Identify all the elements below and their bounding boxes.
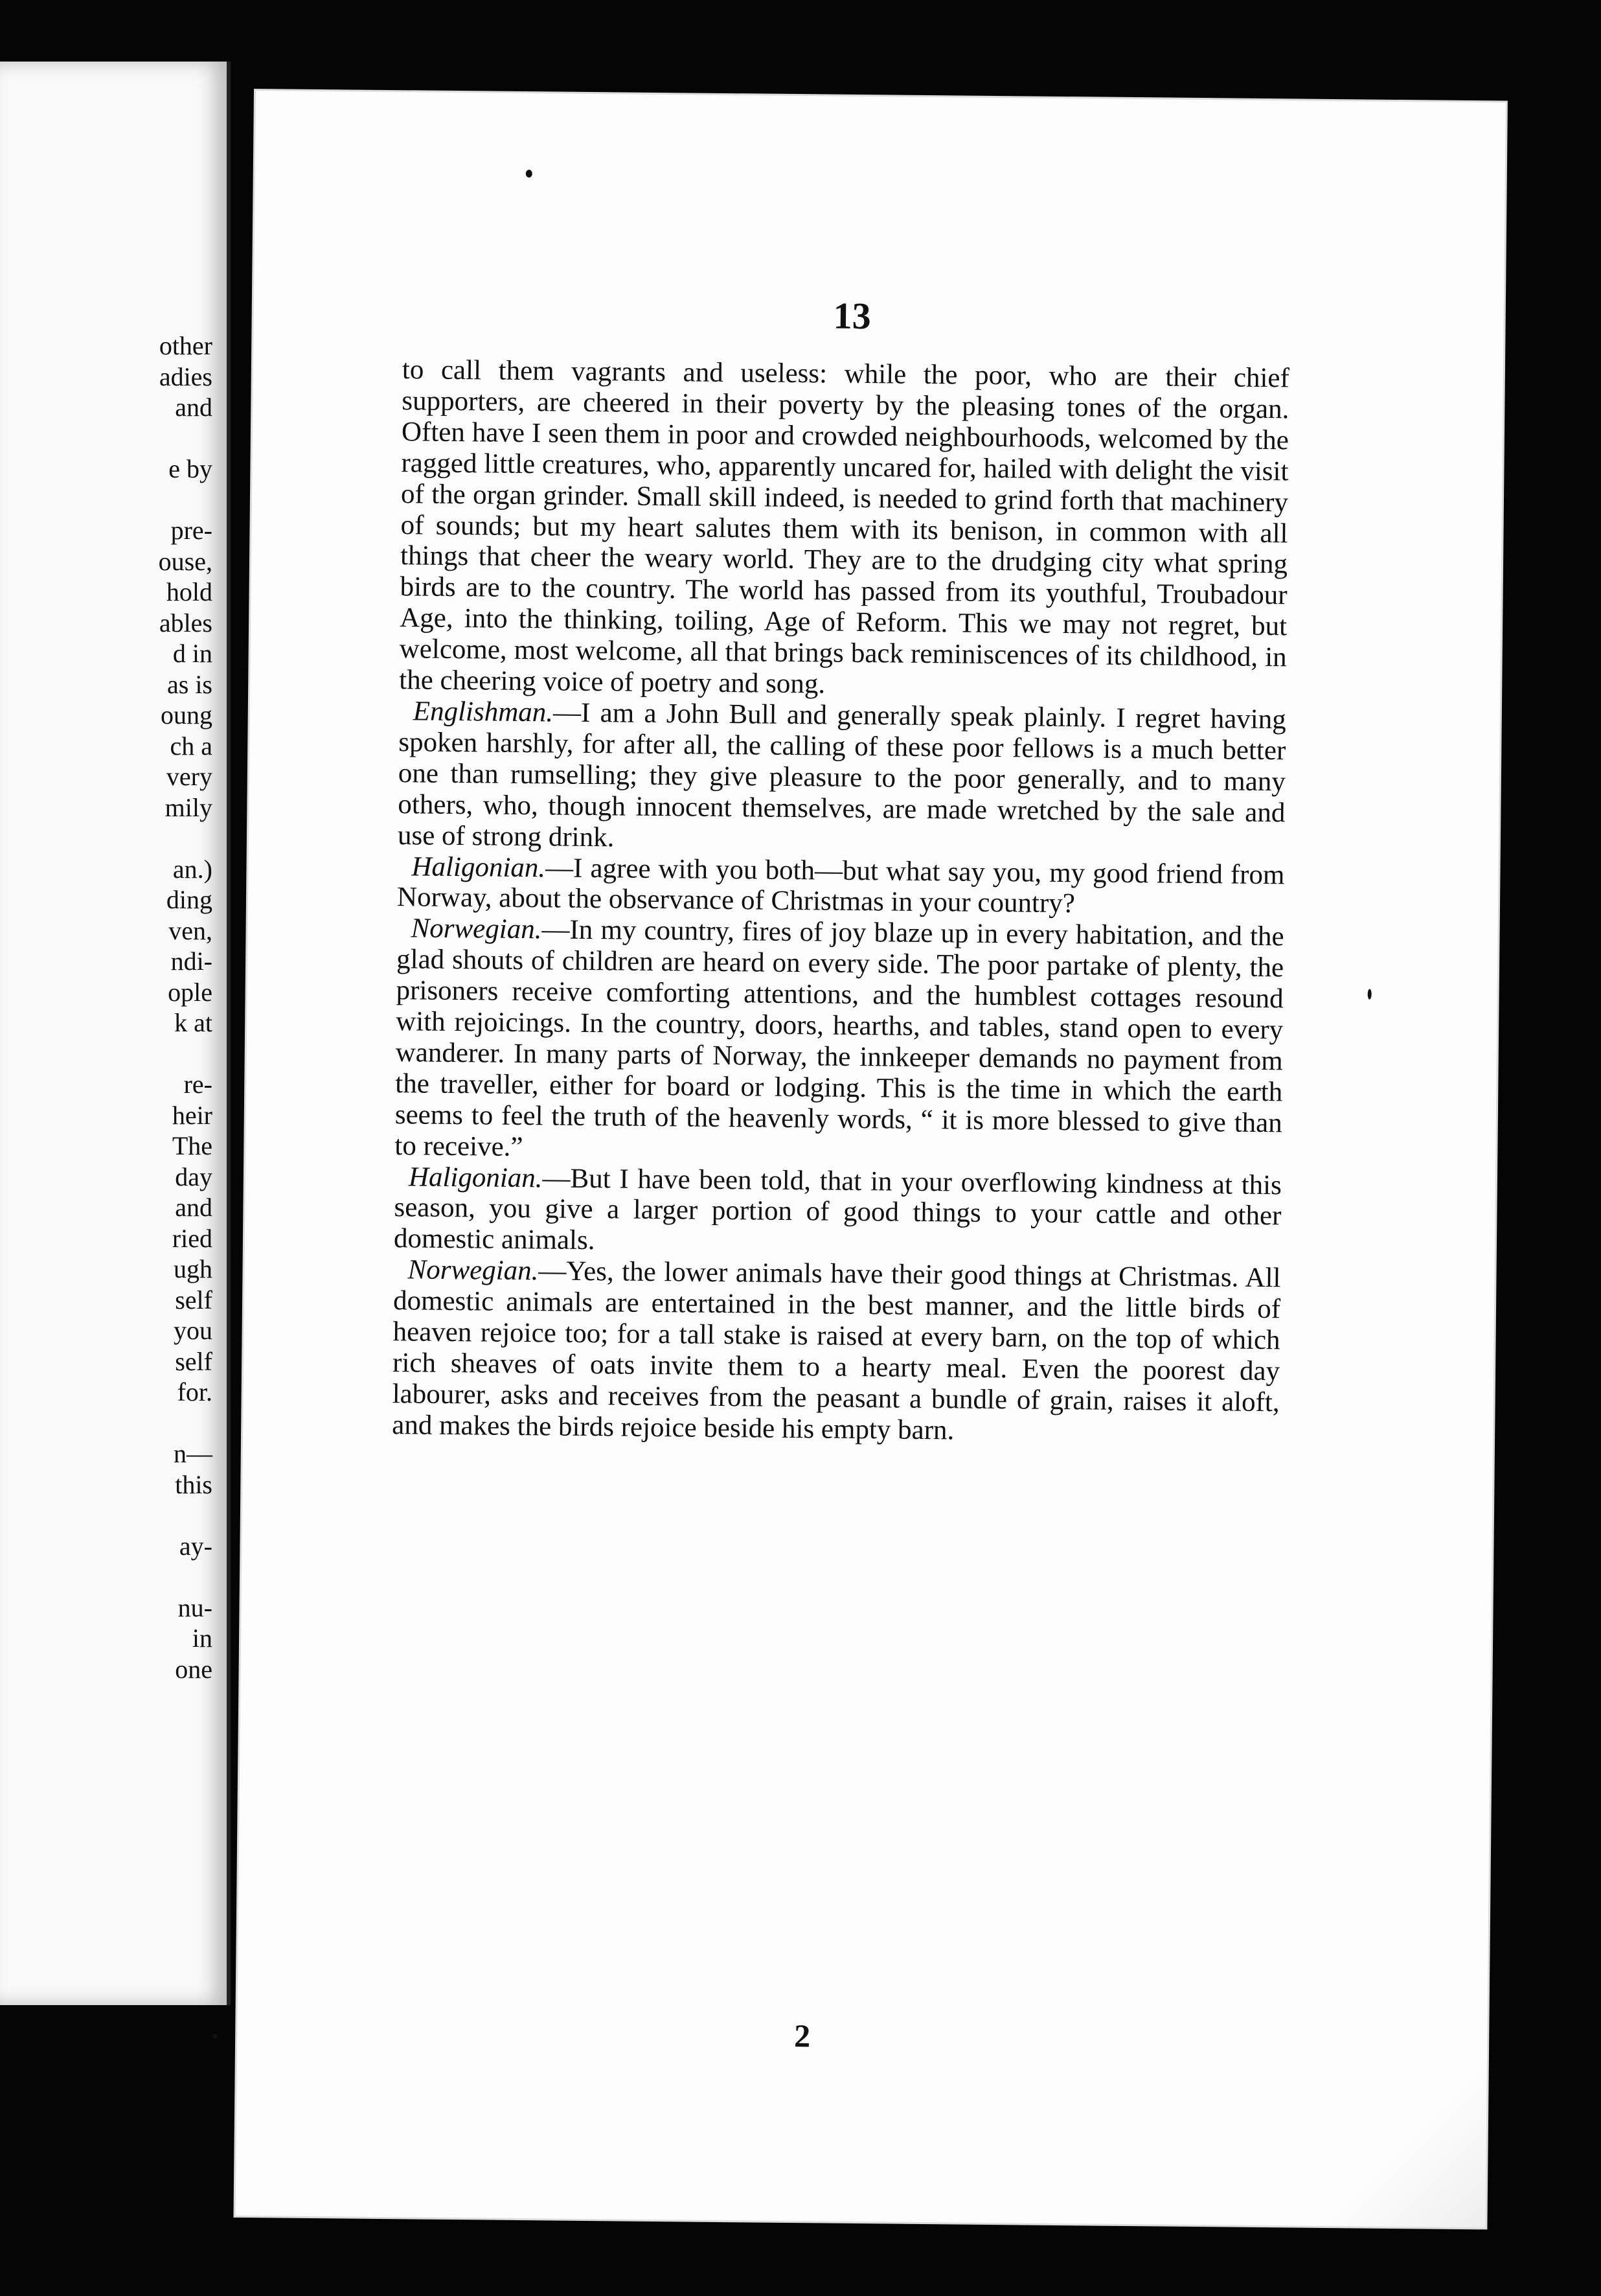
paragraph-haligonian: [394, 1162, 1282, 1263]
previous-page-fragment: an.): [172, 854, 212, 884]
speaker-name: Norwegian.: [411, 913, 542, 945]
previous-page-fragment: ables: [159, 608, 212, 637]
ink-speck: [212, 2034, 218, 2039]
previous-page-text-fragments: [159, 330, 212, 1684]
book-page: [236, 91, 1506, 2227]
signature-mark: 2: [793, 2017, 811, 2054]
ink-speck: [1368, 989, 1372, 1000]
previous-page-fragment: [159, 823, 212, 854]
page-body: [392, 354, 1289, 1449]
speaker-name: Haligonian.: [411, 851, 546, 883]
previous-page-fragment: ding: [166, 885, 212, 914]
previous-page-fragment: d in: [172, 639, 212, 668]
speaker-name: Haligonian.: [408, 1161, 543, 1193]
speaker-name: Englishman.: [413, 696, 554, 728]
speaker-name: Norwegian.: [407, 1254, 539, 1287]
previous-page-fragment: ouse,: [158, 546, 212, 576]
previous-page-fragment: e by: [168, 454, 212, 483]
previous-page-fragment: mily: [165, 792, 212, 822]
previous-page-fragment: ch a: [170, 731, 212, 761]
previous-page-fragment: you: [174, 1316, 212, 1345]
paragraph-text: —In my country, fires of joy blaze up in every habitation, and the glad shouts of children are heard on every side. The poor partake of plenty, the prisoners receive comforting attentions, and the humblest cottages resound with rejoicings. In the country, doors, hearths, and tables, stand open to every wanderer. In many parts of Norway, the innkeeper demands no payment from the traveller, either for board or lodging. This is the time in which the earth seems to feel the truth of the heavenly words, “ it is more blessed to give than to receive.”: [394, 914, 1284, 1162]
previous-page-fragment: very: [166, 762, 212, 791]
page-number: 13: [833, 294, 872, 338]
previous-page-fragment: other: [159, 331, 212, 360]
previous-page-fragment: nu-: [177, 1592, 212, 1622]
previous-page-fragment: oung: [161, 700, 212, 729]
paragraph-text: —But I have been told, that in your overflowing kindness at this season, you give a larger portion of good things to your cattle and other domestic animals.: [393, 1162, 1282, 1256]
previous-page-fragment: [159, 423, 212, 454]
previous-page-fragment: ried: [172, 1223, 212, 1253]
previous-page-fragment: [159, 1561, 212, 1592]
paragraph-text: —I am a John Bull and generally speak plainly. I regret having spoken harshly, for after all, the calling of these poor fellows is a much better one than rumselling; they give pleasure to the poor generally, and to many others, who, though innocent themselves, are made wretched by the sale and use of strong drink.: [397, 697, 1286, 853]
previous-page-fragment: [159, 1039, 212, 1070]
previous-page-edge: [0, 62, 231, 2005]
previous-page-fragment: for.: [177, 1377, 212, 1406]
previous-page-fragment: in: [192, 1624, 212, 1653]
previous-page-fragment: [159, 1408, 212, 1439]
previous-page-fragment: day: [175, 1162, 212, 1191]
previous-page-fragment: ople: [168, 977, 212, 1007]
previous-page-fragment: adies: [159, 362, 212, 391]
previous-page-fragment: n—: [174, 1439, 212, 1468]
previous-page-fragment: heir: [172, 1100, 212, 1130]
previous-page-fragment: self: [175, 1285, 212, 1314]
paragraph-text: to call them vagrants and useless: while the poor, who are their chief supporters, are cheered in their poverty by the pleasing tones of the organ. Often have I seen them in poor and crowded neighbourhoods, welcomed by the ragged little creatures, who, apparently uncared for, hailed with delight the visit of the organ grinder. Small skill indeed, is needed to grind forth that machinery of sounds; but my heart salutes them with its benison, in common with all things that cheer the weary world. They are to the drudging city what spring birds are to the country. The world has passed from its youthful, Troubadour Age, into the thinking, toiling, Age of Reform. This we may not regret, but welcome, most welcome, all that brings back reminiscences of its childhood, in the cheering voice of poetry and song.: [399, 354, 1290, 700]
ink-speck: [526, 170, 532, 178]
previous-page-fragment: hold: [166, 577, 212, 606]
previous-page-fragment: ven,: [168, 915, 212, 945]
paragraph-continuation: [399, 354, 1289, 704]
previous-page-fragment: one: [175, 1654, 212, 1684]
previous-page-fragment: ugh: [174, 1254, 212, 1283]
paragraph-text: —I agree with you both—but what say you, my good friend from Norway, about the observance of Christmas in your country?: [396, 852, 1285, 919]
previous-page-fragment: self: [175, 1346, 212, 1376]
previous-page-fragment: pre-: [170, 516, 212, 545]
previous-page-fragment: [159, 1500, 212, 1531]
paragraph-norwegian: [392, 1254, 1281, 1449]
paragraph-englishman: [398, 696, 1286, 860]
previous-page-fragment: re-: [183, 1070, 212, 1099]
paragraph-text: —Yes, the lower animals have their good things at Christmas. All domestic animals are entertained in the best manner, and the little birds of heaven rejoice too; for a tall stake is raised at every barn, on the top of which rich sheaves of oats invite them to a hearty meal. Even the poorest day labourer, asks and receives from the peasant a bundle of grain, raises it aloft, and makes the birds rejoice beside his empty barn.: [392, 1256, 1281, 1446]
paragraph-norwegian: [394, 913, 1284, 1169]
previous-page-fragment: k at: [174, 1008, 212, 1037]
previous-page-fragment: ay-: [179, 1531, 212, 1561]
previous-page-fragment: ndi-: [170, 947, 212, 976]
previous-page-fragment: The: [172, 1131, 212, 1160]
previous-page-fragment: and: [175, 393, 212, 422]
previous-page-fragment: as is: [167, 669, 212, 699]
paragraph-haligonian: [397, 851, 1285, 922]
previous-page-fragment: this: [175, 1469, 212, 1499]
previous-page-fragment: [159, 485, 212, 516]
previous-page-fragment: and: [175, 1193, 212, 1222]
